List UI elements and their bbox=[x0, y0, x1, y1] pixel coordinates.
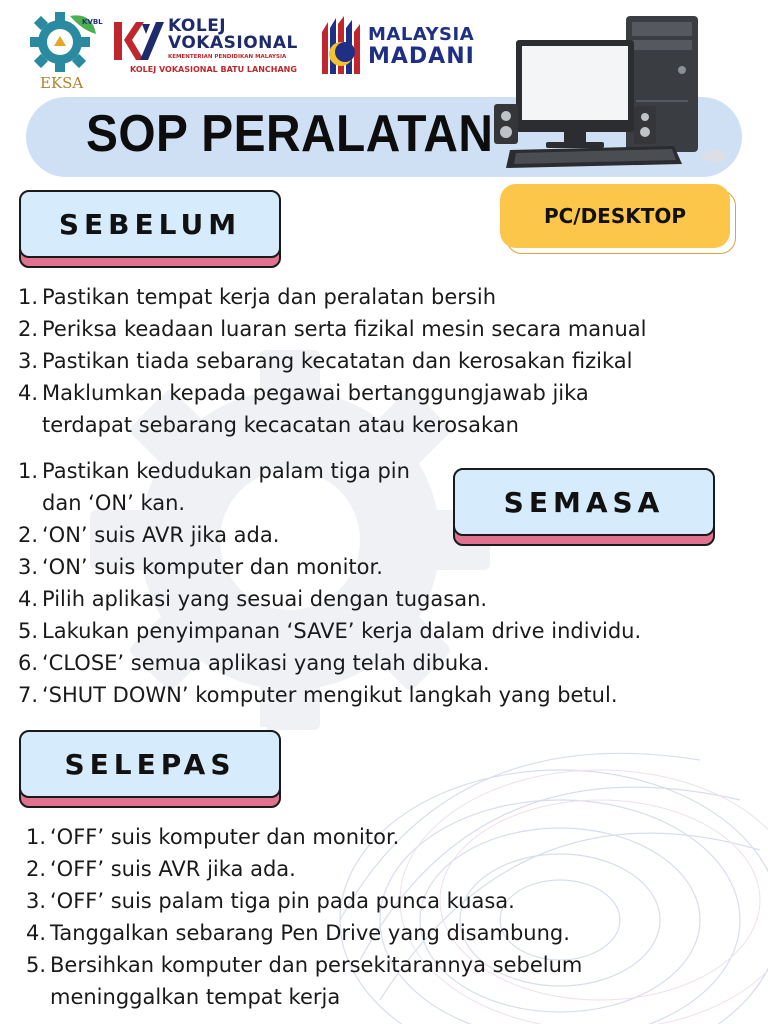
item-text: Maklumkan kepada pegawai bertanggungjawab jika terdapat sebarang kecacatan atau kerosakan bbox=[42, 381, 589, 437]
list-item bbox=[26, 885, 746, 917]
equipment-badge-label: PC/DESKTOP bbox=[543, 204, 687, 228]
desktop-computer-icon bbox=[486, 10, 742, 170]
section-label-semasa: SEMASA bbox=[503, 485, 665, 519]
list-item bbox=[18, 519, 758, 551]
eksa-badge-text: KVBL bbox=[82, 18, 103, 26]
item-number: 5. bbox=[26, 953, 47, 977]
item-number: 3. bbox=[18, 349, 39, 373]
tab-dash-decoration bbox=[197, 187, 267, 190]
madani-line1: MALAYSIA bbox=[368, 24, 475, 45]
item-text: Pastikan tiada sebarang kecatatan dan kerosakan fizikal bbox=[42, 349, 633, 373]
item-number: 3. bbox=[26, 889, 47, 913]
kv-subtitle: KEMENTERIAN PENDIDIKAN MALAYSIA bbox=[168, 54, 287, 60]
tab-dash-decoration bbox=[197, 727, 267, 730]
kolej-vokasional-logo bbox=[112, 18, 312, 80]
malaysia-madani-logo bbox=[318, 14, 508, 80]
item-text: Pilih aplikasi yang sesuai dengan tugasan. bbox=[42, 587, 488, 611]
item-text: Tanggalkan sebarang Pen Drive yang disambung. bbox=[50, 921, 570, 945]
madani-line2: MADANI bbox=[368, 44, 475, 69]
item-number: 6. bbox=[18, 651, 39, 675]
item-text: ‘OFF’ suis komputer dan monitor. bbox=[50, 825, 400, 849]
list-item bbox=[18, 583, 758, 615]
equipment-badge bbox=[500, 184, 736, 254]
item-number: 2. bbox=[18, 523, 39, 547]
list-item bbox=[18, 377, 678, 441]
item-text: Periksa keadaan luaran serta fizikal mesin secara manual bbox=[42, 317, 647, 341]
item-number: 4. bbox=[18, 381, 39, 405]
tab-face bbox=[19, 190, 281, 258]
item-text: ‘OFF’ suis AVR jika ada. bbox=[50, 857, 296, 881]
list-sebelum bbox=[18, 281, 758, 441]
kv-title bbox=[168, 18, 298, 52]
list-selepas bbox=[26, 821, 746, 1013]
kv-title-line1: KOLEJ bbox=[168, 16, 227, 36]
list-item bbox=[18, 281, 758, 313]
item-text: Bersihkan komputer dan persekitarannya sebelum meninggalkan tempat kerja bbox=[50, 953, 583, 1009]
section-label-sebelum: SEBELUM bbox=[58, 207, 242, 241]
item-number: 2. bbox=[18, 317, 39, 341]
eksa-label: EKSA bbox=[40, 74, 84, 92]
item-text: Pastikan tempat kerja dan peralatan bersih bbox=[42, 285, 497, 309]
item-number: 1. bbox=[18, 459, 39, 483]
item-text: ‘CLOSE’ semua aplikasi yang telah dibuka. bbox=[42, 651, 490, 675]
item-number: 4. bbox=[26, 921, 47, 945]
list-item bbox=[26, 949, 666, 1013]
badge-face bbox=[500, 184, 730, 248]
item-number: 5. bbox=[18, 619, 39, 643]
madani-emblem-icon bbox=[318, 14, 364, 80]
item-number: 1. bbox=[18, 285, 39, 309]
madani-text bbox=[368, 24, 475, 68]
list-semasa bbox=[18, 455, 758, 711]
list-item bbox=[18, 679, 758, 711]
item-number: 3. bbox=[18, 555, 39, 579]
list-item bbox=[26, 853, 746, 885]
list-item bbox=[18, 615, 758, 647]
item-number: 2. bbox=[26, 857, 47, 881]
list-item bbox=[26, 917, 746, 949]
item-text: ‘OFF’ suis palam tiga pin pada punca kuasa. bbox=[50, 889, 515, 913]
kv-mark-icon bbox=[112, 20, 164, 62]
item-text: Pastikan kedudukan palam tiga pin dan ‘ON’ kan. bbox=[42, 459, 410, 515]
list-item bbox=[18, 647, 758, 679]
item-number: 1. bbox=[26, 825, 47, 849]
list-item bbox=[18, 313, 758, 345]
item-text: ‘ON’ suis AVR jika ada. bbox=[42, 523, 280, 547]
kv-campus: KOLEJ VOKASIONAL BATU LANCHANG bbox=[130, 65, 297, 74]
item-number: 4. bbox=[18, 587, 39, 611]
eksa-logo bbox=[22, 8, 106, 92]
section-label-selepas: SELEPAS bbox=[64, 747, 236, 781]
page-title: SOP PERALATAN bbox=[86, 105, 494, 163]
list-item bbox=[18, 345, 758, 377]
item-text: ‘SHUT DOWN’ komputer mengikut langkah yang betul. bbox=[42, 683, 618, 707]
item-text: ‘ON’ suis komputer dan monitor. bbox=[42, 555, 383, 579]
item-text: Lakukan penyimpanan ‘SAVE’ kerja dalam drive individu. bbox=[42, 619, 642, 643]
tab-face bbox=[19, 730, 281, 798]
section-tab-sebelum bbox=[19, 190, 281, 268]
list-item bbox=[26, 821, 746, 853]
kv-title-line2: VOKASIONAL bbox=[168, 33, 298, 53]
section-tab-selepas bbox=[19, 730, 281, 808]
list-item bbox=[18, 551, 758, 583]
list-item bbox=[18, 455, 438, 519]
item-number: 7. bbox=[18, 683, 39, 707]
